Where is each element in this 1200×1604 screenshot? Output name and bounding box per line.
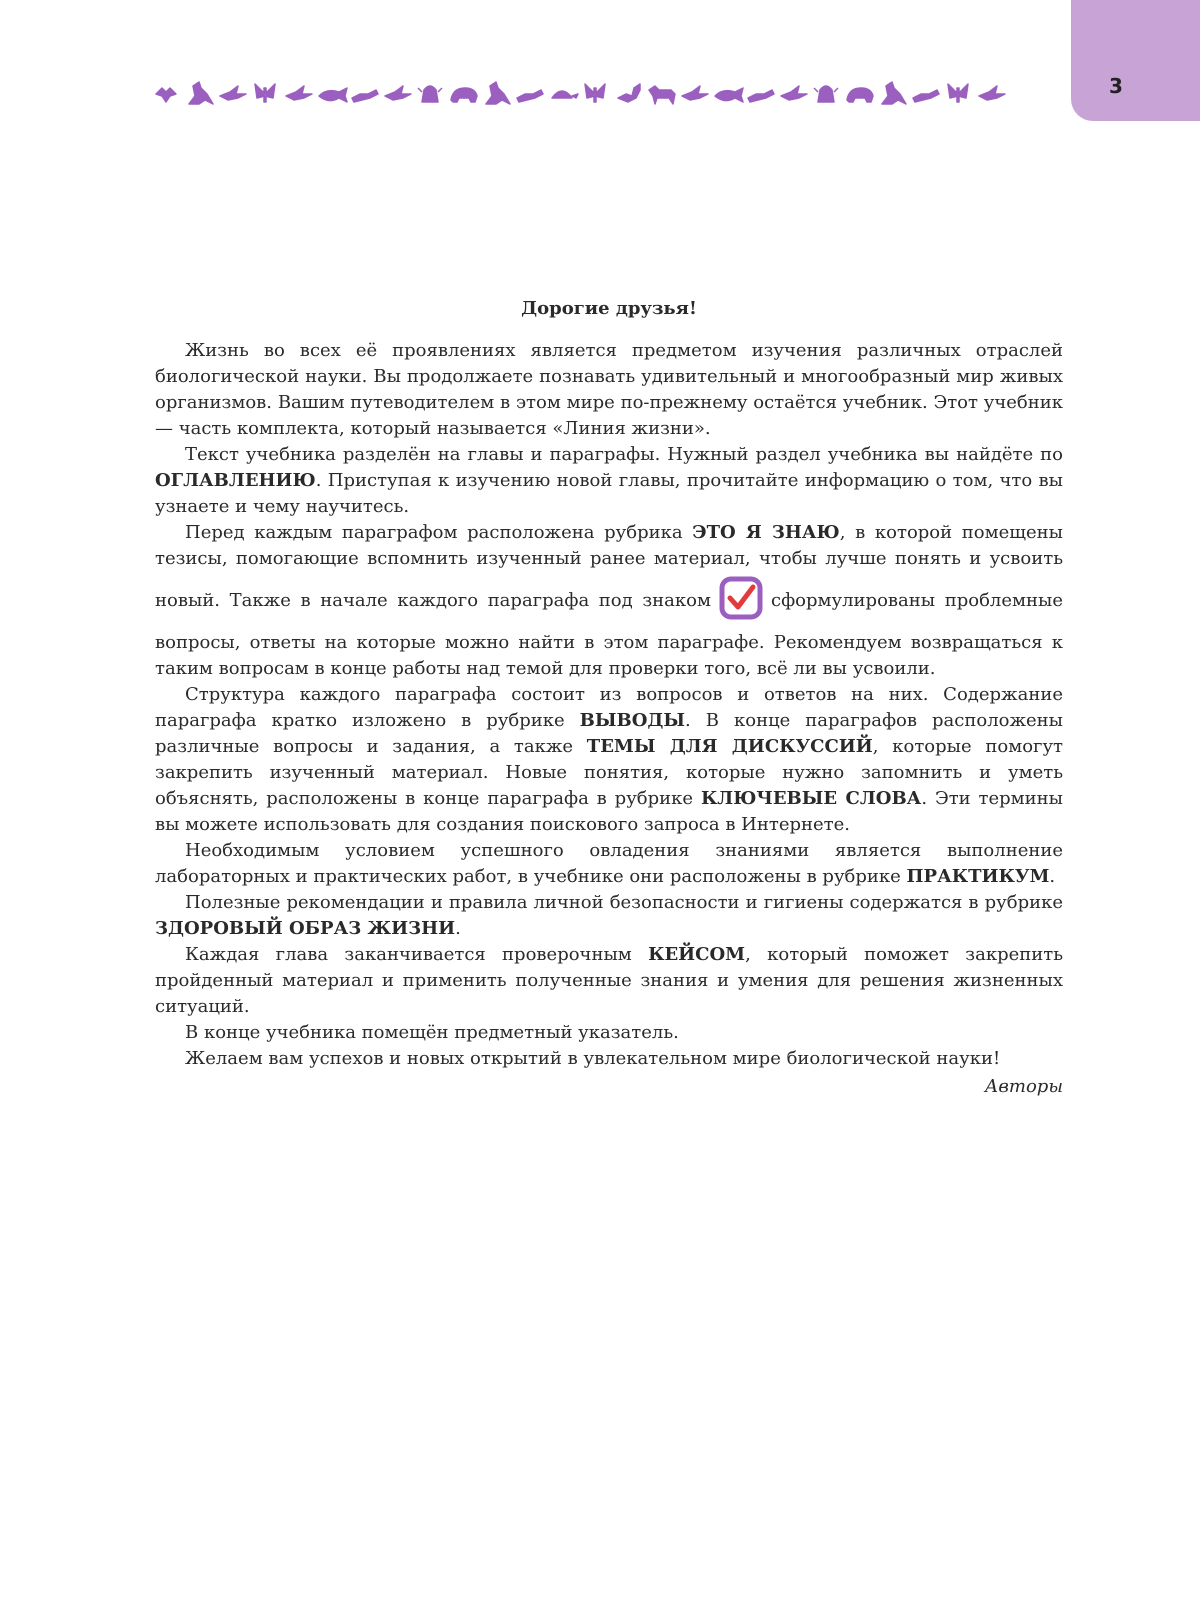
text: . В конце параграфов расположены различные вопросы и задания, а также — [155, 710, 1063, 757]
bird-icon — [682, 86, 708, 100]
signature-authors: Авторы — [984, 1076, 1063, 1097]
paragraph-6 — [155, 890, 1063, 942]
paragraph-9: Желаем вам успехов и новых открытий в увлекательном мире биологической науки! — [185, 1048, 1001, 1069]
butterfly-icon — [585, 84, 605, 102]
turtle-icon — [552, 91, 578, 98]
text: Каждая глава заканчивается проверочным — [185, 944, 649, 965]
text: Перед каждым параграфом расположена рубрика — [185, 522, 693, 543]
text: . Эти термины вы можете использовать для создания поискового запроса в Интернете. — [155, 788, 1063, 835]
paragraph-7 — [155, 942, 1063, 1020]
kangaroo-icon — [882, 82, 906, 104]
bird-icon — [385, 86, 411, 100]
rubric-i-know: ЭТО Я ЗНАЮ — [692, 522, 840, 543]
rubric-contents: ОГЛАВЛЕНИЮ — [155, 470, 316, 491]
text: Структура каждого параграфа состоит из вопросов и ответов на них. Содержание параграфа кратко изложено в рубрике — [155, 684, 1063, 731]
paragraph-2 — [155, 442, 1063, 520]
horse-icon — [649, 86, 675, 104]
text: . — [455, 918, 461, 939]
bird-icon — [781, 86, 807, 100]
bird-icon — [979, 86, 1005, 100]
text: , который поможет закрепить пройденный материал и применить полученные знания и умения для решения жизненных ситуаций. — [155, 944, 1063, 1017]
checkbox-icon — [719, 576, 763, 620]
paragraph-8: В конце учебника помещён предметный указатель. — [185, 1022, 679, 1043]
paragraph-5 — [155, 838, 1063, 890]
lizard-icon — [748, 90, 774, 102]
beetle-icon — [814, 86, 838, 102]
kangaroo-icon — [486, 82, 510, 104]
text: . — [1049, 866, 1056, 887]
rubric-healthy-lifestyle: ЗДОРОВЫЙ ОБРАЗ ЖИЗНИ — [155, 918, 456, 939]
lizard-icon — [352, 90, 378, 102]
kangaroo-icon — [189, 82, 213, 104]
text: . Приступая к изучению новой главы, прочитайте информацию о том, что вы узнаете и чему научитесь. — [155, 470, 1063, 517]
paragraph-3 — [155, 520, 1063, 682]
text: Полезные рекомендации и правила личной безопасности и гигиены содержатся в рубрике — [185, 892, 1063, 913]
scorpion-icon — [618, 84, 640, 102]
bird-icon — [286, 86, 312, 100]
beetle-icon — [418, 86, 442, 102]
paragraph-4 — [155, 682, 1063, 838]
rubric-discussion-topics: ТЕМЫ ДЛЯ ДИСКУССИЙ — [586, 736, 873, 757]
hippo-icon — [847, 88, 873, 102]
animal-silhouette-border — [152, 74, 1010, 110]
bird-icon — [220, 86, 246, 100]
rubric-case: КЕЙСОМ — [648, 944, 746, 965]
rubric-keywords: КЛЮЧЕВЫЕ СЛОВА — [700, 788, 922, 809]
text: сформулированы проблемные вопросы, ответы на которые можно найти в этом параграфе. Рекомендуем возвращаться к таким вопросам в конце работы над темой для проверки того, всё ли вы усвоили. — [155, 590, 1063, 679]
text: , которые помогут закрепить изученный материал. Новые понятия, которые нужно запомнить и уметь объяснять, расположены в конце параграфа в рубрике — [155, 736, 1064, 809]
insect-icon — [156, 88, 176, 102]
page-tab — [1071, 0, 1200, 121]
hippo-icon — [451, 88, 477, 102]
paragraph-1: Жизнь во всех её проявлениях является предметом изучения различных отраслей биологической науки. Вы продолжаете познавать удивительный и многообразный мир живых организмов. Вашим путеводителем в этом мире по-прежнему остаётся учебник. Этот учебник — часть комплекта, который называется «Линия жизни». — [155, 340, 1063, 439]
butterfly-icon — [948, 84, 968, 102]
whale-icon — [715, 88, 743, 102]
page-number: 3 — [1109, 74, 1123, 98]
text: Необходимым условием успешного овладения знаниями является выполнение лабораторных и практических работ, в учебнике они расположены в рубрике — [155, 840, 1063, 887]
lizard-icon — [913, 90, 939, 102]
preface — [155, 296, 1063, 1100]
butterfly-icon — [255, 84, 275, 102]
text: , в которой помещены тезисы, помогающие вспомнить изученный ранее материал, чтобы лучше понять и усвоить новый. Также в начале каждого параграфа под знаком — [155, 522, 1063, 611]
lizard-icon — [517, 90, 543, 102]
rubric-practicum: ПРАКТИКУМ — [906, 866, 1050, 887]
preface-heading: Дорогие друзья! — [521, 298, 697, 319]
whale-icon — [319, 88, 347, 102]
text: Текст учебника разделён на главы и параграфы. Нужный раздел учебника вы найдёте по — [185, 444, 1063, 465]
rubric-conclusions: ВЫВОДЫ — [579, 710, 686, 731]
